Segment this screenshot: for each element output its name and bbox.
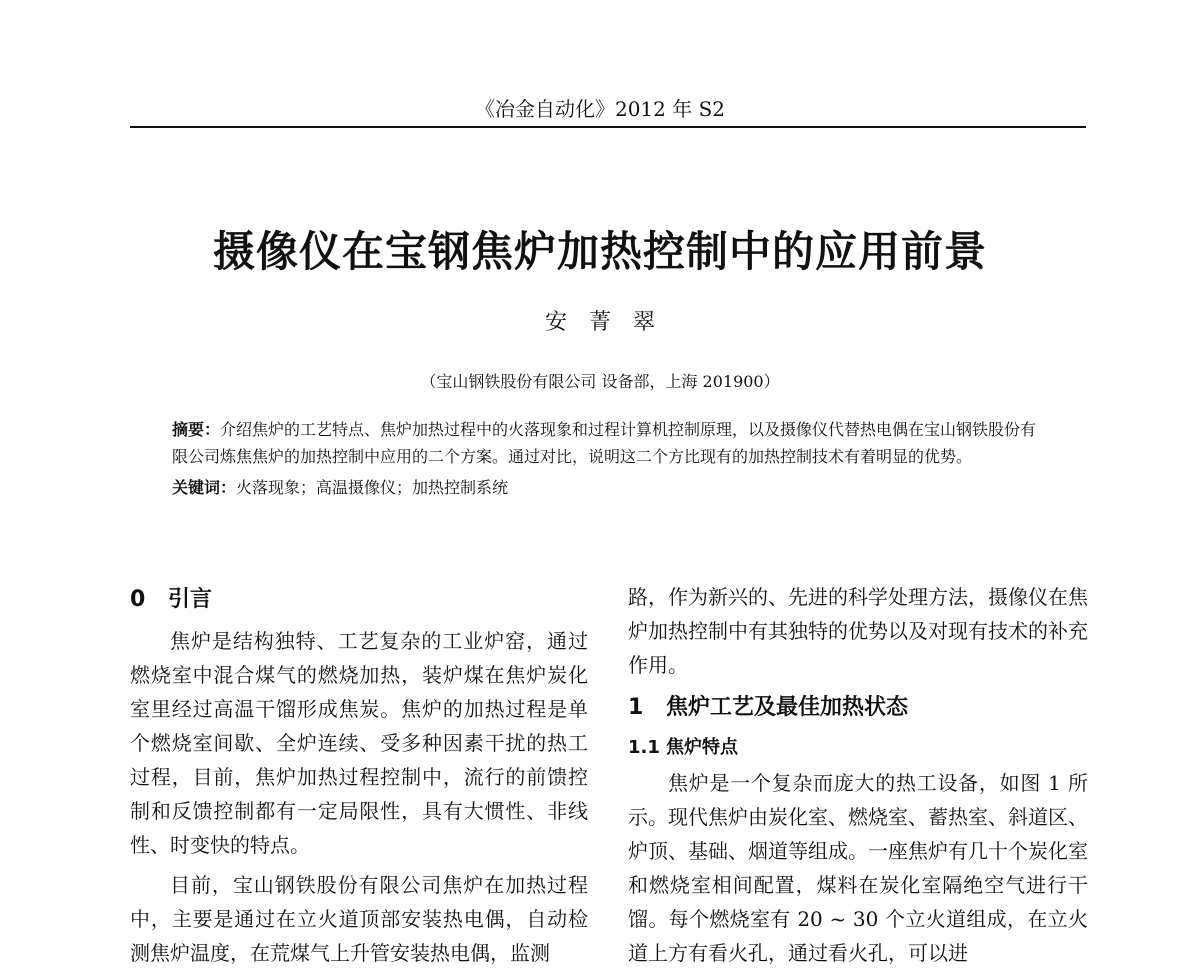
- abstract-block: [172, 416, 1052, 501]
- journal-header: 《冶金自动化》2012 年 S2: [474, 97, 726, 121]
- abstract-label: 摘要：: [172, 420, 221, 439]
- section-heading-intro: [130, 580, 588, 620]
- continuation-paragraph: 路，作为新兴的、先进的科学处理方法，摄像仪在焦炉加热控制中有其独特的优势以及对现有技术的补充作用。: [628, 585, 1088, 677]
- abstract-text: 介绍焦炉的工艺特点、焦炉加热过程中的火落现象和过程计算机控制原理，以及摄像仪代替热电偶在宝山钢铁股份有限公司炼焦焦炉的加热控制中应用的二个方案。通过对比，说明这二个方比现有的加热控制技术有着明显的优势。: [172, 420, 1037, 466]
- section-1-1-paragraph: 焦炉是一个复杂而庞大的热工设备，如图 1 所示。现代焦炉由炭化室、燃烧室、蓄热室、斜道区、炉顶、基础、烟道等组成。一座焦炉有几十个炭化室和燃烧室相间配置，煤料在炭化室隔绝空气进行干馏。每个燃烧室有 20 ~ 30 个立火道组成，在立火道上方有看火孔，通过看火孔，可以进: [628, 771, 1088, 965]
- section-number: 0: [130, 587, 146, 612]
- author-name: 安菁翠: [544, 310, 677, 335]
- paper-title: 摄像仪在宝钢焦炉加热控制中的应用前景: [212, 227, 987, 276]
- keywords-label: 关键词：: [172, 478, 237, 497]
- section-title: 焦炉工艺及最佳加热状态: [666, 695, 909, 720]
- section-number: 1: [628, 695, 644, 720]
- keywords: [172, 474, 1052, 501]
- section-title: 引言: [168, 587, 213, 612]
- intro-paragraph-2: 目前，宝山钢铁股份有限公司焦炉在加热过程中，主要是通过在立火道顶部安装热电偶，自动检测焦炉温度，在荒煤气上升管安装热电偶，监测: [130, 873, 588, 965]
- abstract: [172, 416, 1052, 470]
- right-column: [628, 580, 1088, 970]
- affiliation: （宝山钢铁股份有限公司 设备部，上海 201900）: [420, 372, 780, 391]
- section-heading-1: [628, 688, 1088, 728]
- intro-paragraph-1: 焦炉是结构独特、工艺复杂的工业炉窑，通过燃烧室中混合煤气的燃烧加热，装炉煤在焦炉炭化室里经过高温干馏形成焦炭。焦炉的加热过程是单个燃烧室间歇、全炉连续、受多种因素干扰的热工过程，目前，焦炉加热过程控制中，流行的前馈控制和反馈控制都有一定局限性，具有大惯性、非线性、时变快的特点。: [130, 629, 588, 857]
- subsection-title: 焦炉特点: [666, 737, 738, 758]
- subsection-heading-1-1: [628, 732, 1088, 764]
- subsection-number: 1.1: [628, 737, 660, 758]
- header-rule: [130, 126, 1086, 128]
- left-column: [130, 580, 588, 970]
- keywords-text: 火落现象；高温摄像仪；加热控制系统: [236, 478, 509, 497]
